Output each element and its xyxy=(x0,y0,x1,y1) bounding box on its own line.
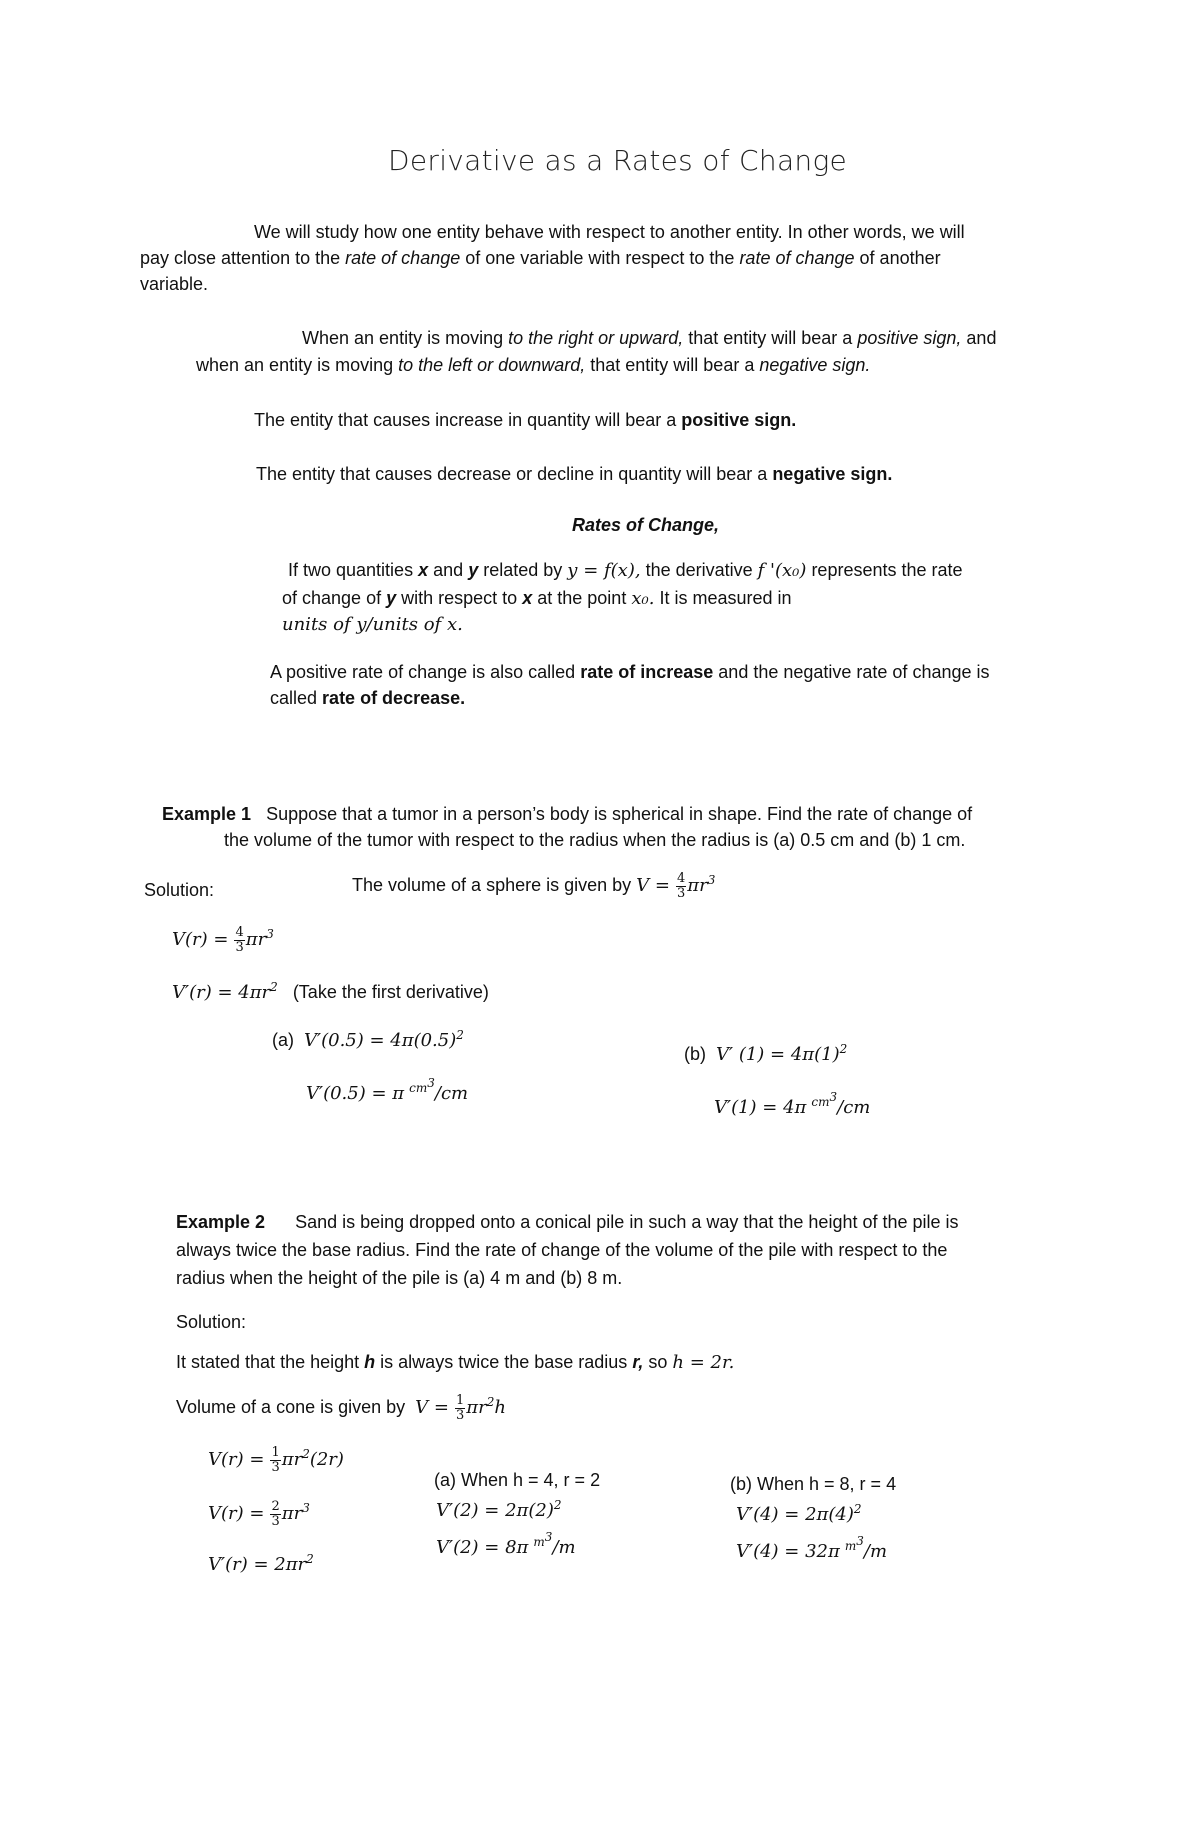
example2-label: Example 2 xyxy=(176,1212,266,1232)
ex2-eq2: V(r) = $\frac{2}{3}$ $\pi r^3$ xyxy=(208,1499,310,1529)
sign-text: and xyxy=(966,328,997,348)
rule-emphasis: positive sign. xyxy=(681,410,797,430)
def-equation: y = f(x), xyxy=(567,560,641,581)
example2-solution-label: Solution: xyxy=(176,1312,247,1332)
increase-rule xyxy=(254,410,796,432)
stated-var-h: h xyxy=(364,1352,376,1372)
example1-line-1 xyxy=(162,804,972,826)
ex2-part-a-when: (a) When h = 4, r = 2 xyxy=(434,1470,601,1490)
definition-heading: Rates of Change, xyxy=(572,515,720,535)
def-text: at the point xyxy=(537,588,627,608)
def-text: related by xyxy=(483,560,563,580)
def-text: represents the rate xyxy=(811,560,963,580)
def-text: and xyxy=(433,560,464,580)
ex2-eq3: $V'(r) = 2\pi r^2$ xyxy=(208,1552,314,1575)
definition-line-2 xyxy=(282,588,792,610)
def-text: with respect to xyxy=(401,588,518,608)
ex2-derivative: V′(r) = 2πr xyxy=(208,1554,307,1575)
rate-text: called xyxy=(270,688,318,708)
stated-var-r: r, xyxy=(632,1352,644,1372)
ex1-part-b-eq1: (b) V′ $(1) = 4\pi(1)^2$ xyxy=(684,1042,848,1065)
stated-text: It stated that the height xyxy=(176,1352,360,1372)
sign-emphasis: to the right or upward, xyxy=(508,328,684,348)
sign-emphasis: negative sign. xyxy=(759,355,871,375)
def-var: y xyxy=(386,588,397,608)
def-point: x₀. xyxy=(631,588,655,609)
def-text: If two quantities xyxy=(288,560,414,580)
ex1-part-a-eq1: (a) $V'(0.5) = 4\pi(0.5)^2$ xyxy=(272,1028,464,1051)
ex1-a-eq2: V′(0.5) = π xyxy=(306,1083,405,1104)
ex2-eq1-lhs: V(r) = xyxy=(208,1448,265,1470)
def-text: It is measured in xyxy=(659,588,792,608)
rule-text: The entity that causes increase in quantity will bear a xyxy=(254,410,677,430)
ex1-vr-lhs: V(r) = xyxy=(172,928,229,950)
cone-volume-formula: Volume of a cone is given by V = $\frac{1}{3}$ $\pi r^2h$ xyxy=(176,1393,506,1423)
ex1-part-a-label: (a) xyxy=(272,1030,294,1050)
def-text: of change of xyxy=(282,588,382,608)
def-var: x xyxy=(418,560,429,580)
def-var: y xyxy=(468,560,479,580)
positive-rate-line-2 xyxy=(270,688,465,710)
rate-text: and the negative rate of change is xyxy=(718,662,990,682)
intro-line-1: We will study how one entity behave with respect to another entity. In other words, we will xyxy=(254,222,965,242)
positive-rate-line-1 xyxy=(270,662,990,684)
rate-emphasis: rate of decrease. xyxy=(322,688,466,708)
ex2-b-eq2: V′(4) = 32π xyxy=(736,1541,840,1562)
fraction-four-thirds: $\frac{4}{3}$ xyxy=(677,871,686,901)
ex2-part-b-eq1: $V'(4) = 2\pi(4)^2$ xyxy=(736,1502,862,1525)
ex2-part-a-eq2: V′(2) = 8π $^{m^3}$/m xyxy=(436,1530,576,1558)
ex1-b-eq1: V′ (1) = 4π(1) xyxy=(716,1044,840,1065)
sign-text: when an entity is moving xyxy=(196,355,394,375)
stated-equation: h = 2r. xyxy=(672,1352,735,1373)
ex1-part-b-eq2: V′(1) = 4π $^{cm^3}$/cm xyxy=(714,1090,871,1118)
def-var: x xyxy=(522,588,533,608)
ex1-part-a-eq2: V′(0.5) = π $^{cm^3}$/cm xyxy=(306,1076,469,1104)
ex2-part-b-eq2: V′(4) = 32π $^{m^3}$/m xyxy=(736,1534,888,1562)
rate-emphasis: rate of increase xyxy=(580,662,714,682)
ex2-a-eq1: V′(2) = 2π(2) xyxy=(436,1500,554,1521)
ex1-take-derivative-note: (Take the first derivative) xyxy=(292,982,489,1002)
sign-rule-line-2 xyxy=(196,355,870,377)
ex1-part-b-label: (b) xyxy=(684,1044,706,1064)
ex2-eq1: V(r) = $\frac{1}{3}$ $\pi r^2(2r)$ xyxy=(208,1445,344,1475)
ex1-derivative-eq: V′(r) = 4πr xyxy=(172,982,271,1003)
intro-line-3: variable. xyxy=(140,274,209,294)
example2-text: Sand is being dropped onto a conical pile in such a way that the height of the pile is xyxy=(295,1212,959,1232)
ex2-part-b-when: (b) When h = 8, r = 4 xyxy=(730,1474,897,1494)
intro-text: pay close attention to the xyxy=(140,248,341,268)
def-derivative: f '(x₀) xyxy=(757,560,807,581)
example1-line-2: the volume of the tumor with respect to the radius when the radius is (a) 0.5 cm and (b) 1 cm. xyxy=(224,830,966,850)
sphere-text: The volume of a sphere is given by xyxy=(352,874,632,895)
sign-rule-line-1 xyxy=(302,328,996,350)
sign-text: When an entity is moving xyxy=(302,328,504,348)
sign-emphasis: positive sign, xyxy=(857,328,962,348)
sign-text: that entity will bear a xyxy=(590,355,755,375)
definition-units: units of y/units of x. xyxy=(282,614,463,635)
ex2-b-eq1: V′(4) = 2π(4) xyxy=(736,1504,854,1525)
rule-emphasis: negative sign. xyxy=(772,464,893,484)
def-text: the derivative xyxy=(645,560,753,580)
ex1-b-eq2: V′(1) = 4π xyxy=(714,1097,807,1118)
ex2-a-eq2: V′(2) = 8π xyxy=(436,1537,529,1558)
ex2-part-a-eq1: $V'(2) = 2\pi(2)^2$ xyxy=(436,1498,562,1521)
sphere-volume-formula: The volume of a sphere is given by V = $\frac{4}{3}$ $\pi r^3$ xyxy=(352,871,716,901)
ex1-a-eq1: V′(0.5) = 4π(0.5) xyxy=(304,1030,457,1051)
ex2-eq2-lhs: V(r) = xyxy=(208,1502,265,1524)
page-title: Derivative as a Rates of Change xyxy=(388,144,848,177)
sign-text: that entity will bear a xyxy=(688,328,853,348)
decrease-rule xyxy=(256,464,892,486)
stated-text: so xyxy=(648,1352,668,1372)
example2-line-1 xyxy=(176,1212,959,1234)
cone-text: Volume of a cone is given by xyxy=(176,1396,406,1417)
intro-text: of another xyxy=(859,248,941,268)
example1-solution-label: Solution: xyxy=(144,880,215,900)
example2-stated xyxy=(176,1352,734,1374)
sign-emphasis: to the left or downward, xyxy=(398,355,586,375)
rate-text: A positive rate of change is also called xyxy=(270,662,576,682)
intro-line-2 xyxy=(140,248,941,270)
ex1-volume-function: V(r) = $\frac{4}{3}$ $\pi r^3$ xyxy=(172,925,274,955)
ex1-derivative: $V'(r) = 4\pi r^2$ (Take the first derivative) xyxy=(172,980,489,1003)
example1-label: Example 1 xyxy=(162,804,252,824)
intro-text: of one variable with respect to the xyxy=(465,248,735,268)
definition-line-1 xyxy=(288,560,963,582)
example2-line-2: always twice the base radius. Find the rate of change of the volume of the pile with respect to the xyxy=(176,1240,948,1260)
example2-line-3: radius when the height of the pile is (a) 4 m and (b) 8 m. xyxy=(176,1268,623,1288)
intro-emphasis: rate of change xyxy=(345,248,461,268)
example1-text: Suppose that a tumor in a person’s body is spherical in shape. Find the rate of change of xyxy=(266,804,973,824)
intro-emphasis: rate of change xyxy=(739,248,855,268)
stated-text: is always twice the base radius xyxy=(380,1352,628,1372)
rule-text: The entity that causes decrease or decline in quantity will bear a xyxy=(256,464,768,484)
